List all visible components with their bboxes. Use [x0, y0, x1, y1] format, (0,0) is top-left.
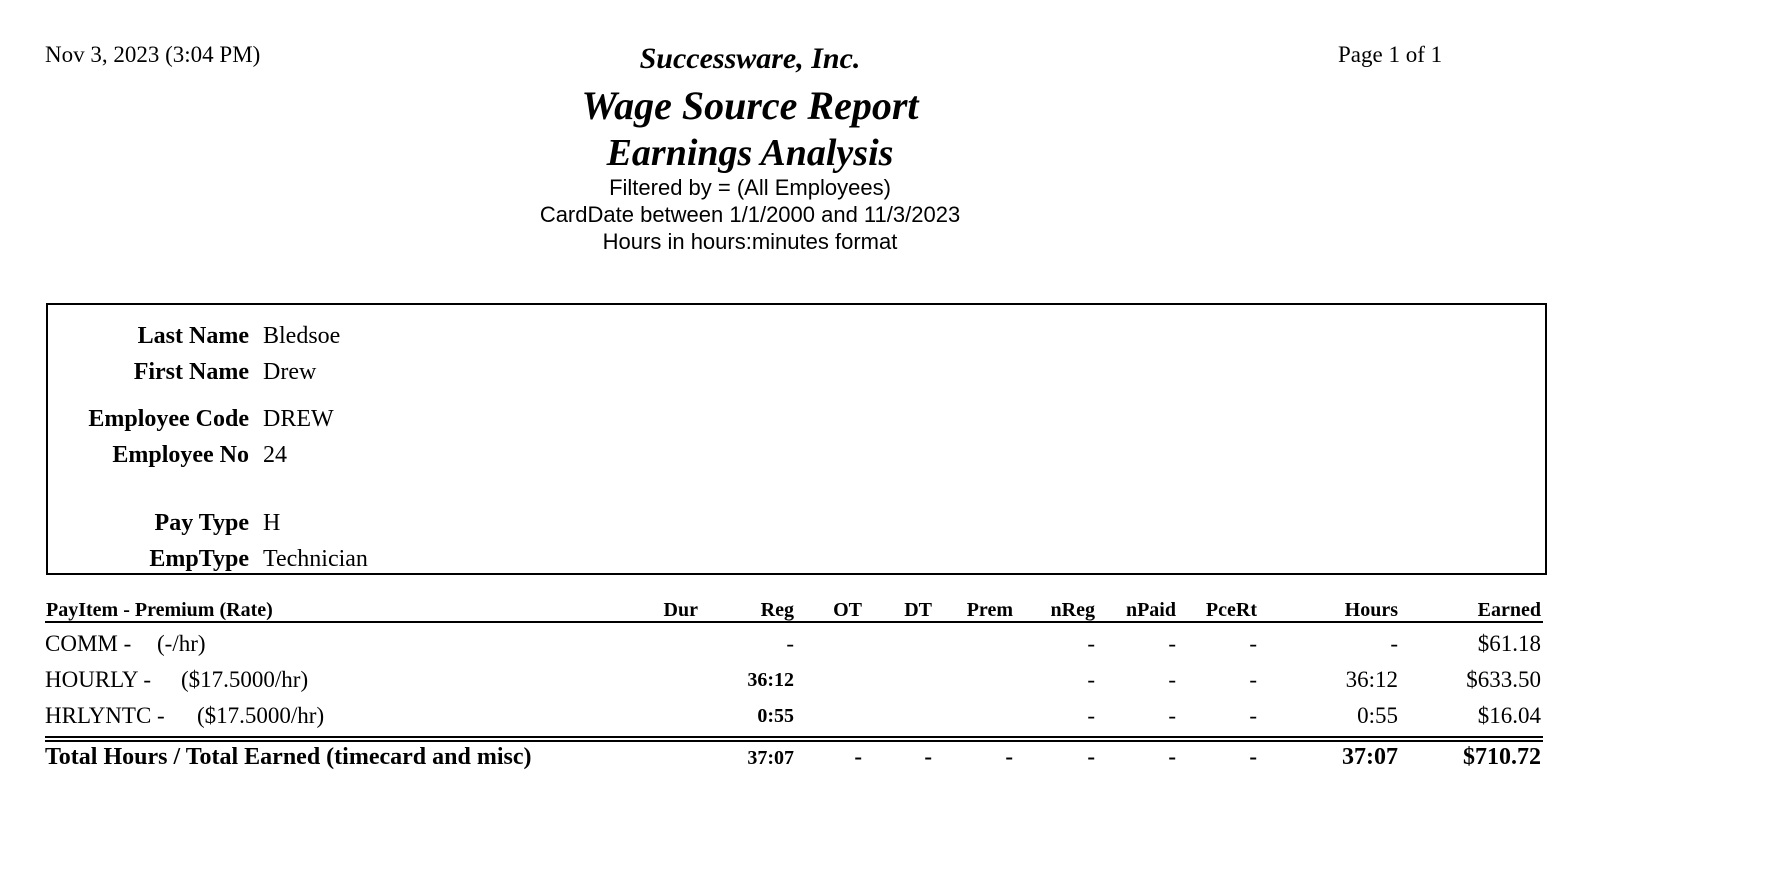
pay-type-value: H [263, 510, 281, 536]
employee-number-label: Employee No [112, 442, 249, 468]
employee-info-box [46, 303, 1547, 575]
header-underline [45, 621, 1543, 623]
print-date: Nov 3, 2023 (3:04 PM) [45, 42, 261, 67]
column-header-dt: DT [904, 599, 932, 621]
table-row-reg: 0:55 [757, 705, 794, 727]
table-row-pcert: - [1249, 703, 1257, 728]
table-row-npaid: - [1168, 631, 1176, 656]
table-row-pcert: - [1249, 631, 1257, 656]
last-name-value: Bledsoe [263, 323, 341, 349]
table-row-hours: 0:55 [1357, 703, 1398, 728]
total-label: Total Hours / Total Earned (timecard and misc) [45, 744, 532, 770]
column-header-pcert: PceRt [1205, 599, 1257, 621]
column-header-dur: Dur [663, 599, 698, 621]
table-row-reg: 36:12 [747, 669, 794, 691]
table-row-rate: (-/hr) [157, 631, 206, 656]
filter-text: Filtered by = (All Employees) [609, 175, 891, 200]
emp-type-value: Technician [263, 546, 368, 572]
report-title: Wage Source Report [581, 83, 919, 128]
total-pcert: - [1249, 744, 1257, 769]
table-row-nreg: - [1087, 631, 1095, 656]
employee-number-value: 24 [263, 442, 287, 468]
total-rule-top [45, 736, 1543, 738]
total-hours: 37:07 [1342, 744, 1398, 770]
last-name-label: Last Name [137, 323, 249, 349]
table-row-earned: $16.04 [1477, 703, 1541, 728]
employee-code-value: DREW [263, 406, 334, 432]
column-header-nreg: nReg [1050, 599, 1095, 621]
total-dt: - [924, 744, 932, 769]
report-subtitle: Earnings Analysis [606, 132, 894, 174]
table-row-earned: $633.50 [1466, 667, 1541, 692]
column-header-npaid: nPaid [1125, 599, 1176, 621]
column-header-reg: Reg [760, 599, 794, 621]
page-number: Page 1 of 1 [1338, 42, 1443, 67]
employee-code-label: Employee Code [88, 406, 249, 432]
column-header-ot: OT [833, 599, 862, 621]
table-row-npaid: - [1168, 703, 1176, 728]
table-row-earned: $61.18 [1477, 631, 1541, 656]
column-header-payitem: PayItem - Premium (Rate) [46, 599, 273, 621]
column-header-earned: Earned [1477, 599, 1541, 621]
total-npaid: - [1168, 744, 1176, 769]
first-name-label: First Name [133, 359, 249, 385]
table-row-item: COMM - [45, 631, 132, 656]
table-row-item: HOURLY - [45, 667, 152, 692]
first-name-value: Drew [263, 359, 317, 385]
hours-format-text: Hours in hours:minutes format [602, 229, 898, 254]
table-row-npaid: - [1168, 667, 1176, 692]
table-row-pcert: - [1249, 667, 1257, 692]
company-name: Successware, Inc. [639, 42, 861, 75]
table-row-item: HRLYNTC - [45, 703, 165, 728]
table-row-reg: - [786, 631, 794, 656]
date-range-text: CardDate between 1/1/2000 and 11/3/2023 [539, 202, 961, 227]
column-header-hours: Hours [1344, 599, 1398, 621]
emp-type-label: EmpType [149, 546, 249, 572]
table-row-nreg: - [1087, 703, 1095, 728]
total-prem: - [1005, 744, 1013, 769]
table-row-hours: - [1390, 631, 1398, 656]
column-header-prem: Prem [966, 599, 1013, 621]
table-row-nreg: - [1087, 667, 1095, 692]
total-reg: 37:07 [747, 747, 794, 769]
table-row-hours: 36:12 [1345, 667, 1398, 692]
table-row-rate: ($17.5000/hr) [197, 703, 325, 728]
table-row-rate: ($17.5000/hr) [181, 667, 309, 692]
pay-type-label: Pay Type [154, 510, 249, 536]
total-rule-bottom [45, 740, 1543, 742]
total-ot: - [854, 744, 862, 769]
total-nreg: - [1087, 744, 1095, 769]
total-earned: $710.72 [1463, 744, 1541, 770]
